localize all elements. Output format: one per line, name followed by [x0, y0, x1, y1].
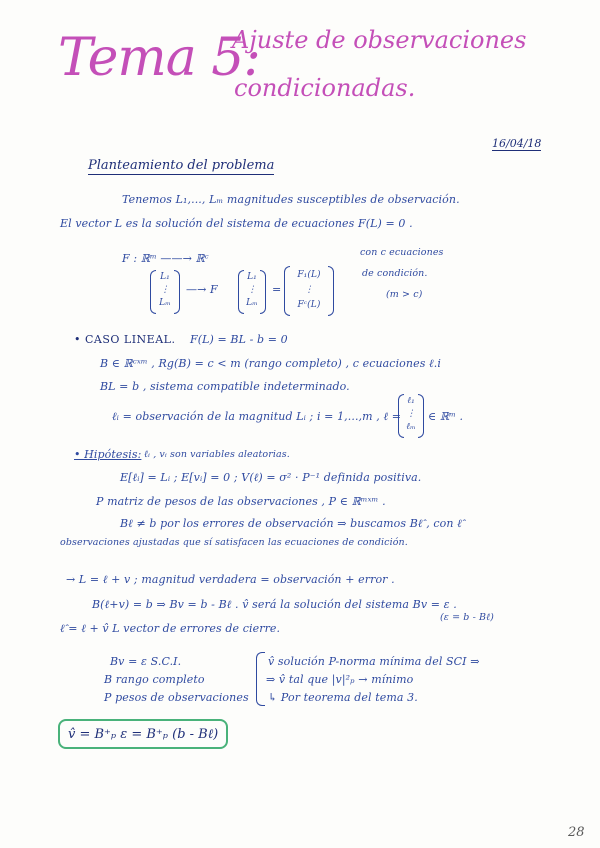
title-line-1: Ajuste de observaciones [232, 26, 527, 54]
caso-label: • CASO LINEAL. [74, 333, 176, 346]
hipotesis-line-4: observaciones ajustadas que sí satisfacen las ecuaciones de condición. [60, 537, 408, 548]
vec-obs-0: ℓ₁ [407, 396, 415, 406]
hipotesis-label: • Hipótesis: [74, 448, 142, 461]
map-equals: = [272, 283, 282, 296]
hipotesis-line-3: Bℓ ≠ b por los errores de observación ⇒ buscamos Bℓ̂ , con ℓ̂ [120, 517, 462, 530]
vector-output [284, 266, 334, 314]
vector-mid [238, 270, 266, 312]
condition-left-3: P pesos de observaciones [104, 691, 249, 704]
vec-mid-1: ⋮ [247, 285, 257, 295]
condition-right-1: v̂ solución P-norma mínima del SCI ⇒ [268, 655, 480, 668]
conditions-brace [256, 652, 265, 706]
caso-equation: F(L) = BL - b = 0 [190, 333, 288, 346]
result-box: v̂ = B⁺ₚ ε = B⁺ₚ (b - Bℓ) [58, 719, 228, 749]
section-heading: Planteamiento del problema [88, 158, 275, 173]
vec-mid-0: L₁ [247, 272, 257, 282]
title-tema: Tema 5: [58, 28, 260, 88]
map-note-3: (m > c) [386, 289, 423, 300]
derivation-line-3: ℓ̂ = ℓ + v̂ L vector de errores de cierre. [60, 622, 281, 635]
condition-right-3: ↳ Por teorema del tema 3. [268, 691, 418, 704]
map-note-1: con c ecuaciones [360, 247, 444, 258]
vector-observations [398, 394, 424, 436]
condition-left-2: B rango completo [104, 673, 205, 686]
derivation-line-1: → L = ℓ + v ; magnitud verdadera = observación + error . [66, 573, 395, 586]
condition-right-2: ⇒ v̂ tal que |v|²ₚ → mínimo [266, 673, 414, 686]
caso-line-3: ℓᵢ = observación de la magnitud Lᵢ ; i = 1,...,m , ℓ = [112, 410, 402, 423]
caso-line-2: BL = b , sistema compatible indeterminado. [100, 380, 350, 393]
map-note-2: de condición. [362, 268, 428, 279]
vector-input [150, 270, 180, 312]
hipotesis-line-0: ℓᵢ , vᵢ son variables aleatorias. [144, 449, 290, 460]
title-line-2: condicionadas. [234, 74, 416, 102]
intro-line-1: Tenemos L₁,..., Lₘ magnitudes susceptibles de observación. [122, 193, 460, 206]
condition-left-1: Bv = ε S.C.I. [110, 655, 182, 668]
intro-line-2: El vector L es la solución del sistema de ecuaciones F(L) = 0 . [60, 217, 413, 230]
hipotesis-line-1: E[ℓᵢ] = Lᵢ ; E[vᵢ] = 0 ; V(ℓ) = σ² · P⁻¹ definida positiva. [120, 471, 422, 484]
vec-mid-2: Lₘ [246, 298, 258, 308]
derivation-line-2: B(ℓ+v) = b ⇒ Bv = b - Bℓ . v̂ será la solución del sistema Bv = ε . [92, 598, 457, 611]
map-definition: F : ℝᵐ ——→ ℝᶜ [122, 252, 209, 265]
caso-line-1: B ∈ ℝᶜˣᵐ , Rg(B) = c < m (rango completo) , c ecuaciones ℓ.i [100, 357, 441, 370]
vec-out-2: Fᶜ(L) [297, 300, 321, 310]
page-number: 28 [568, 825, 585, 840]
vec-out-0: F₁(L) [297, 270, 321, 280]
caso-line-3b: ∈ ℝᵐ . [428, 410, 464, 423]
derivation-note: (ε = b - Bℓ) [440, 612, 494, 623]
vec-obs-2: ℓₘ [406, 422, 416, 432]
hipotesis-line-2: P matriz de pesos de las observaciones , P ∈ ℝᵐˣᵐ . [96, 495, 386, 508]
vec-in-1: ⋮ [160, 285, 170, 295]
vec-in-2: Lₘ [159, 298, 171, 308]
date-label: 16/04/18 [492, 137, 542, 150]
vec-out-1: ⋮ [304, 285, 314, 295]
map-arrow: —→ F [186, 283, 218, 296]
vec-in-0: L₁ [160, 272, 170, 282]
vec-obs-1: ⋮ [406, 409, 416, 419]
